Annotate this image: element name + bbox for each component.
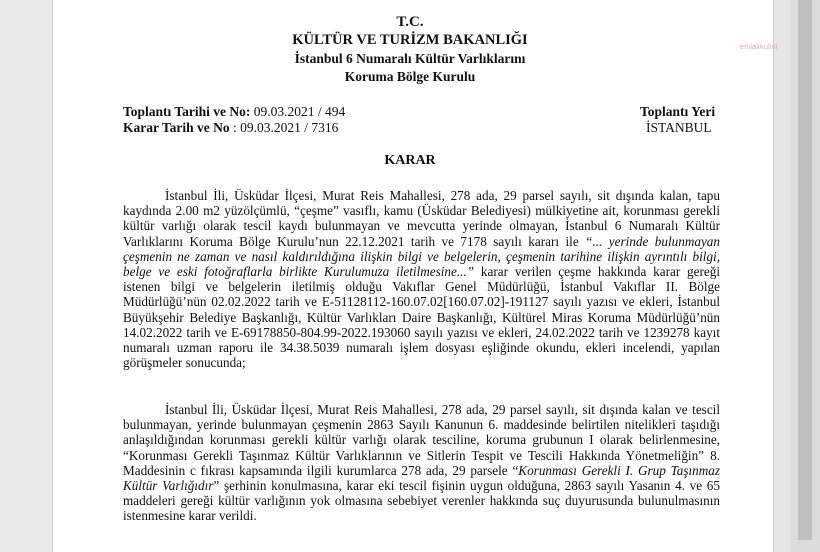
text-line: Müdürlüğü’nün 02.02.2022 tarih ve E-51128112-160.07.02[160.07.02]-191127 sayılı yazısı ve ekleri, İstanbul (123, 294, 720, 310)
decision-label: Karar Tarih ve No (123, 120, 230, 135)
header-directorate: İstanbul 6 Numaralı Kültür Varlıklarını (294, 51, 526, 66)
text-line: istenmesine karar verildi. (123, 508, 257, 524)
text-line: Maddesinin c fıkrası kapsamında ilgili kurumlarca 278 ada, 29 parsele “Korunması Gerekli I. Grup Taşınmaz (123, 462, 720, 478)
paragraph-1 (123, 188, 720, 370)
header-board: Koruma Bölge Kurulu (344, 69, 476, 84)
meeting-label: Toplantı Tarihi ve No: (123, 104, 251, 119)
meeting-date-no (123, 104, 345, 120)
header-tc: T.C. (396, 14, 424, 30)
text-line: maddeleri gereği kültür varlığının yok olmasına sebebiyet verenler hakkında suç duyurusunda bulunulmasının (123, 493, 720, 509)
text-line: görüşmeler sonucunda; (123, 355, 246, 371)
watermark-logo: emlakkulisi (740, 44, 778, 51)
text-line: Kültür Varlığıdır” şerhinin konulmasına, karar eki tescil fişinin uygun olduğuna, 2863 sayılı Yasanın 4. ve 65 (123, 477, 720, 493)
paragraph-2 (123, 402, 720, 524)
text-line: kültür varlığı olarak tescil kaydı bulunmayan ve mevcutta yerinde olmayan, İstanbul 6 Numaralı Kültür (123, 218, 720, 234)
text-line: anlaşıldığından korunması gerekli kültür varlığı olarak tesciline, koruma grubunun I olarak belirlenmesine, (123, 432, 720, 448)
text-line: kaydında 2.00 m2 yüzölçümlü, “çeşme” vasıflı, kamu (Üsküdar Belediyesi) mülkiyetine ait, korunması gerekli (123, 203, 720, 219)
text-line: “Korunması Gerekli Taşınmaz Kültür Varlıklarının ve Sitlerin Tespit ve Tescili Hakkında Yönetmeliğin” 8. (123, 447, 720, 463)
text-line: 14.02.2022 tarih ve E-69178850-804.99-2022.193060 sayılı yazısı ve ekleri, 24.02.2022 tarih ve 1239278 kayıt (123, 324, 720, 340)
text-line: istenen bilgi ve belgelerin iletilmiş olduğu Vakıflar Genel Müdürlüğü, İstanbul Vakıflar II. Bölge (123, 279, 720, 295)
place-value: İSTANBUL (646, 120, 712, 135)
place-label: Toplantı Yeri (640, 104, 716, 119)
text-line: numaralı uzman raporu ile 34.38.5039 numaralı işlem dosyası eşliğinde okundu, ekleri incelendi, yapılan (123, 339, 720, 355)
decision-value: : 09.03.2021 / 7316 (233, 120, 339, 135)
text-line: Büyükşehir Belediye Başkanlığı, Kültür Varlıkları Daire Başkanlığı, Kültürel Miras Koruma Müdürlüğü’nün (123, 309, 720, 325)
text-line: bulunmayan, yerinde bulunmayan çeşmenin 2863 Sayılı Kanunun 6. maddesinde belirtilen nitelikleri taşıdığı (123, 417, 720, 433)
text-line: Varlıklarını Koruma Bölge Kurulu’nun 22.12.2021 tarih ve 7178 sayılı kararı ile “... yerinde bulunmayan (123, 233, 720, 249)
meeting-value: 09.03.2021 / 494 (253, 104, 346, 119)
header-ministry: KÜLTÜR VE TURİZM BAKANLIĞI (292, 32, 528, 48)
decision-date-no (123, 120, 338, 136)
text-line: belge ve eski fotoğraflarla birlikte Kurulumuza iletilmesine...” karar verilen çeşme hakkında karar gereği (123, 263, 720, 279)
text-line: İstanbul İli, Üsküdar İlçesi, Murat Reis Mahallesi, 278 ada, 29 parsel sayılı, sit dışında kalan, tapu (165, 188, 720, 203)
text-line: çeşmenin ne zaman ve nasıl kaldırıldığına ilişkin bilgi ve belgelerin, çeşmenin tarihine ilişkin ayrıntılı bilgi, (123, 248, 720, 264)
text-line: İstanbul İli, Üsküdar İlçesi, Murat Reis Mahallesi, 278 ada, 29 parsel sayılı, sit dışında kalan ve tescil (165, 402, 720, 417)
document-title: KARAR (384, 153, 436, 168)
